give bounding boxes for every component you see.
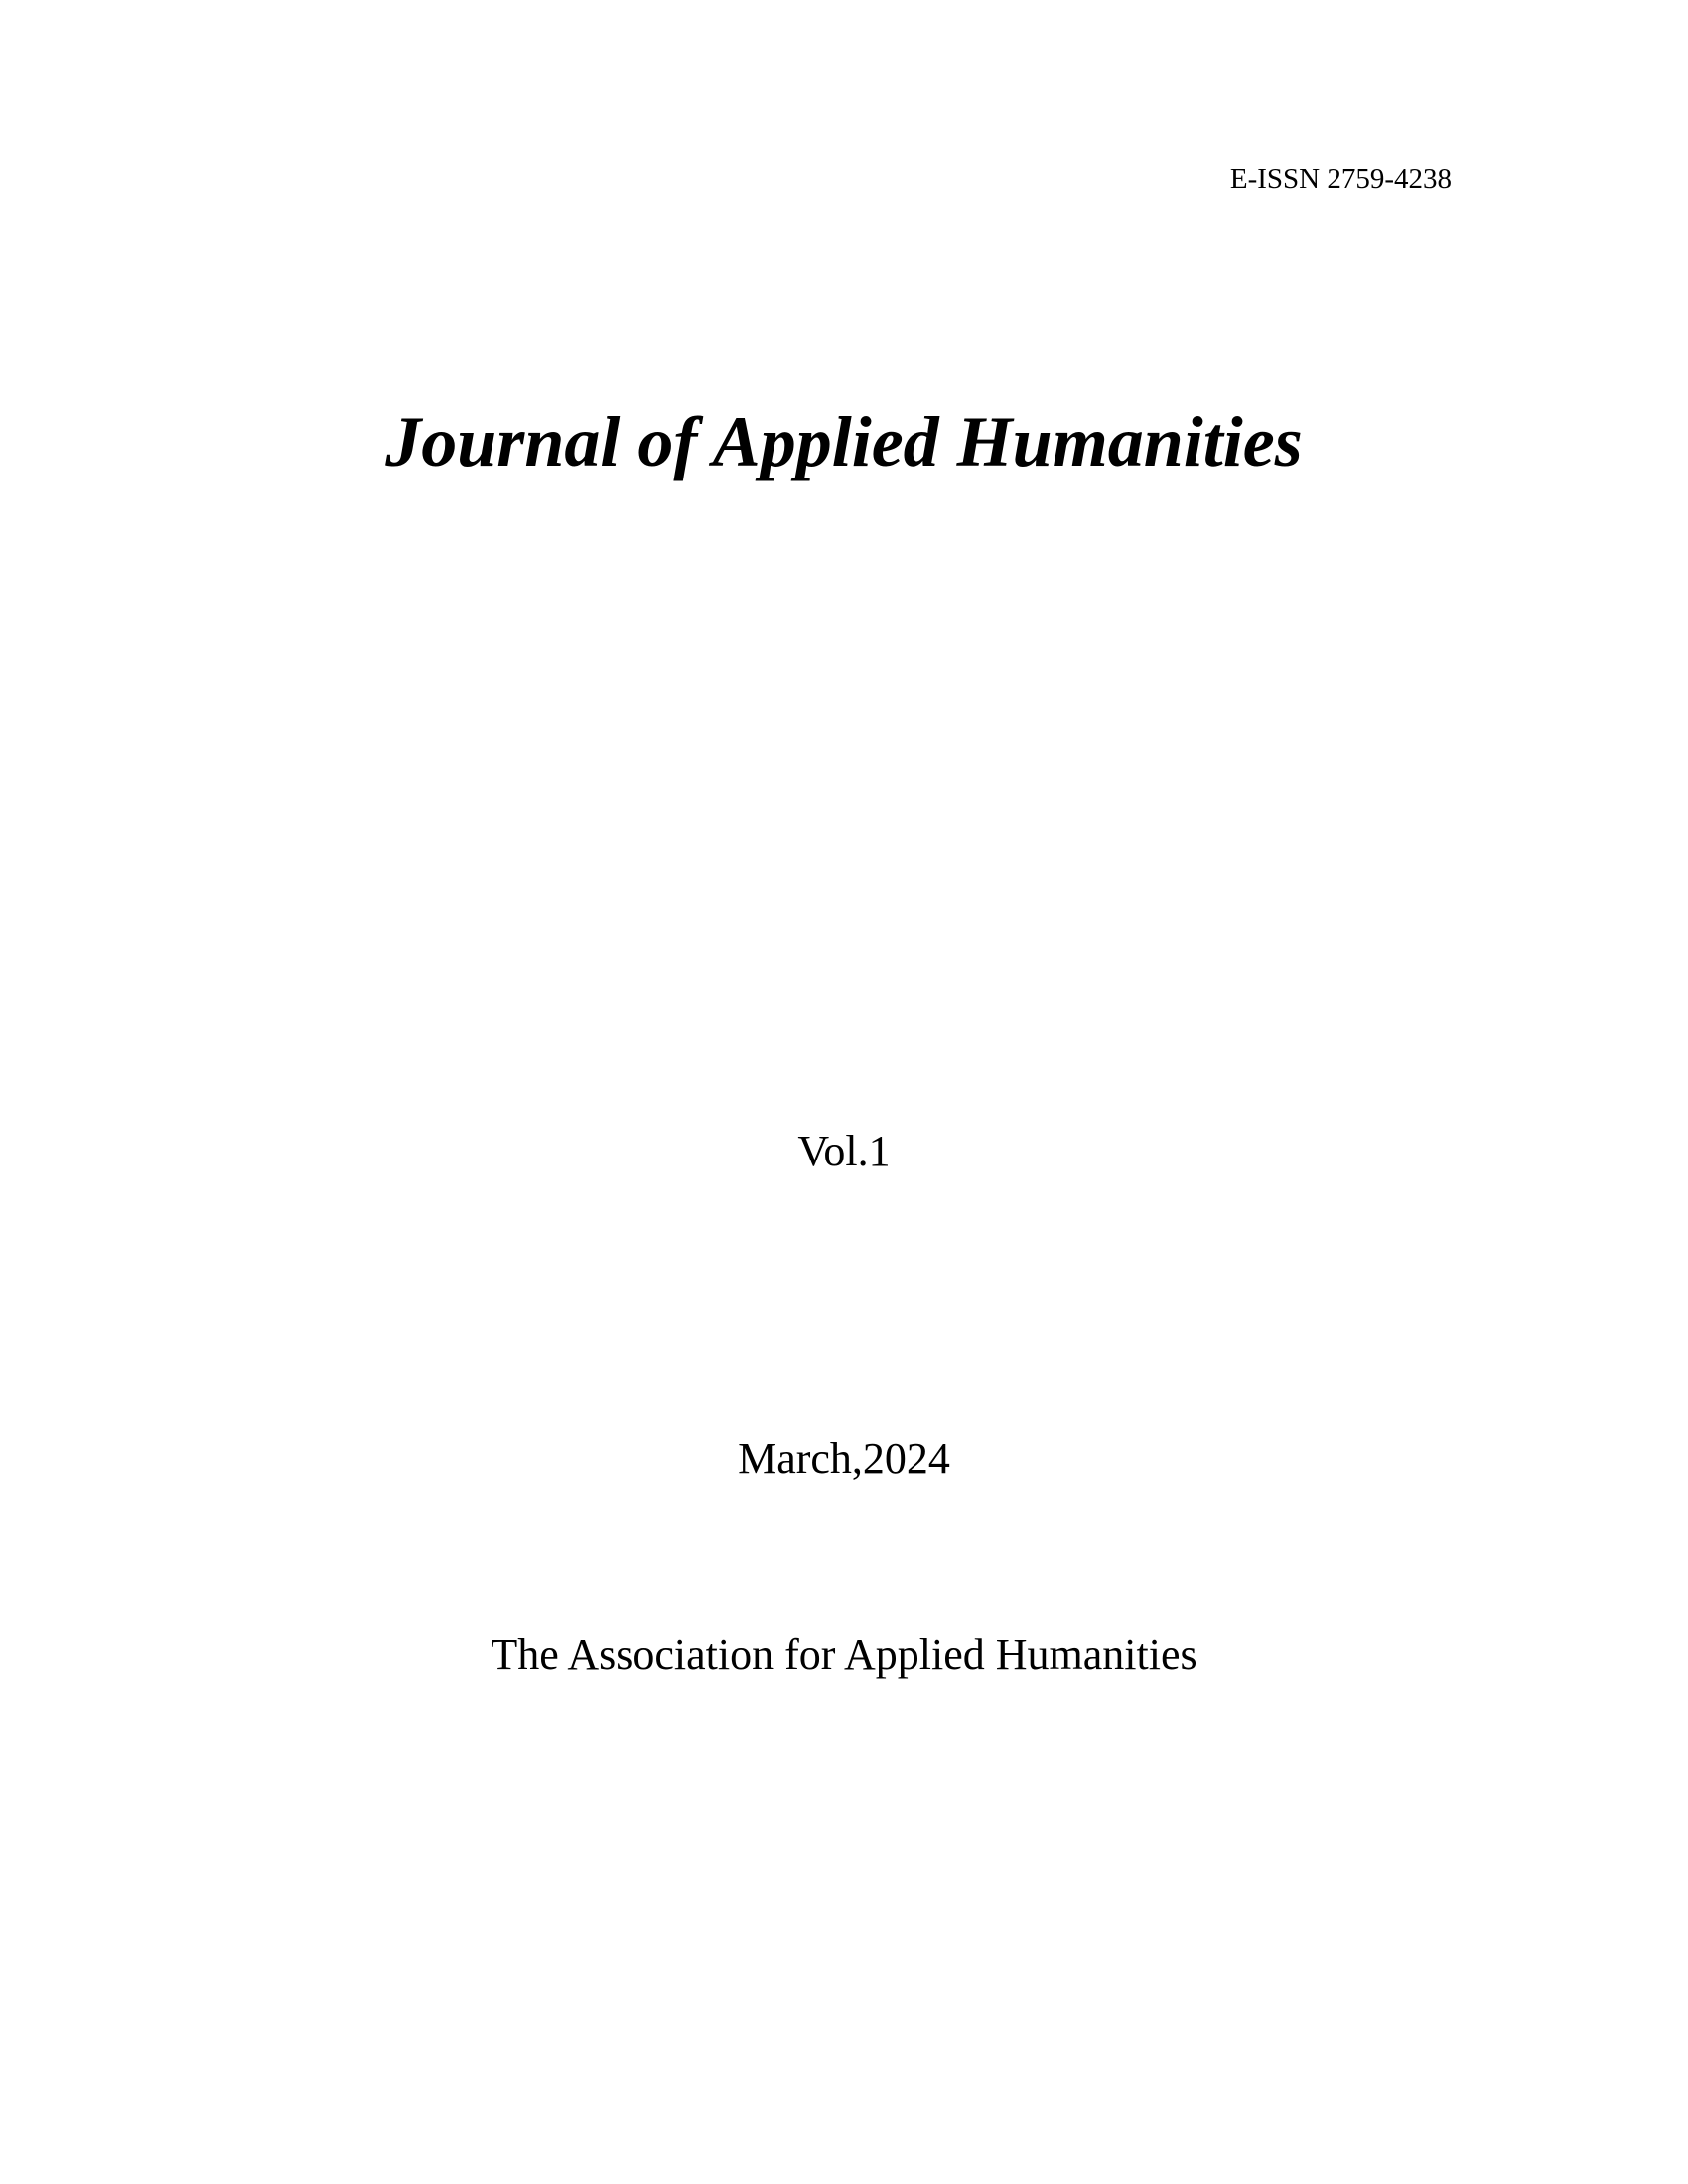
- publication-date: March,2024: [738, 1434, 950, 1483]
- volume-number: Vol.1: [797, 1127, 891, 1175]
- publisher-name: The Association for Applied Humanities: [491, 1630, 1197, 1679]
- journal-title: Journal of Applied Humanities: [385, 402, 1303, 481]
- issn-number: E-ISSN 2759-4238: [1229, 163, 1452, 195]
